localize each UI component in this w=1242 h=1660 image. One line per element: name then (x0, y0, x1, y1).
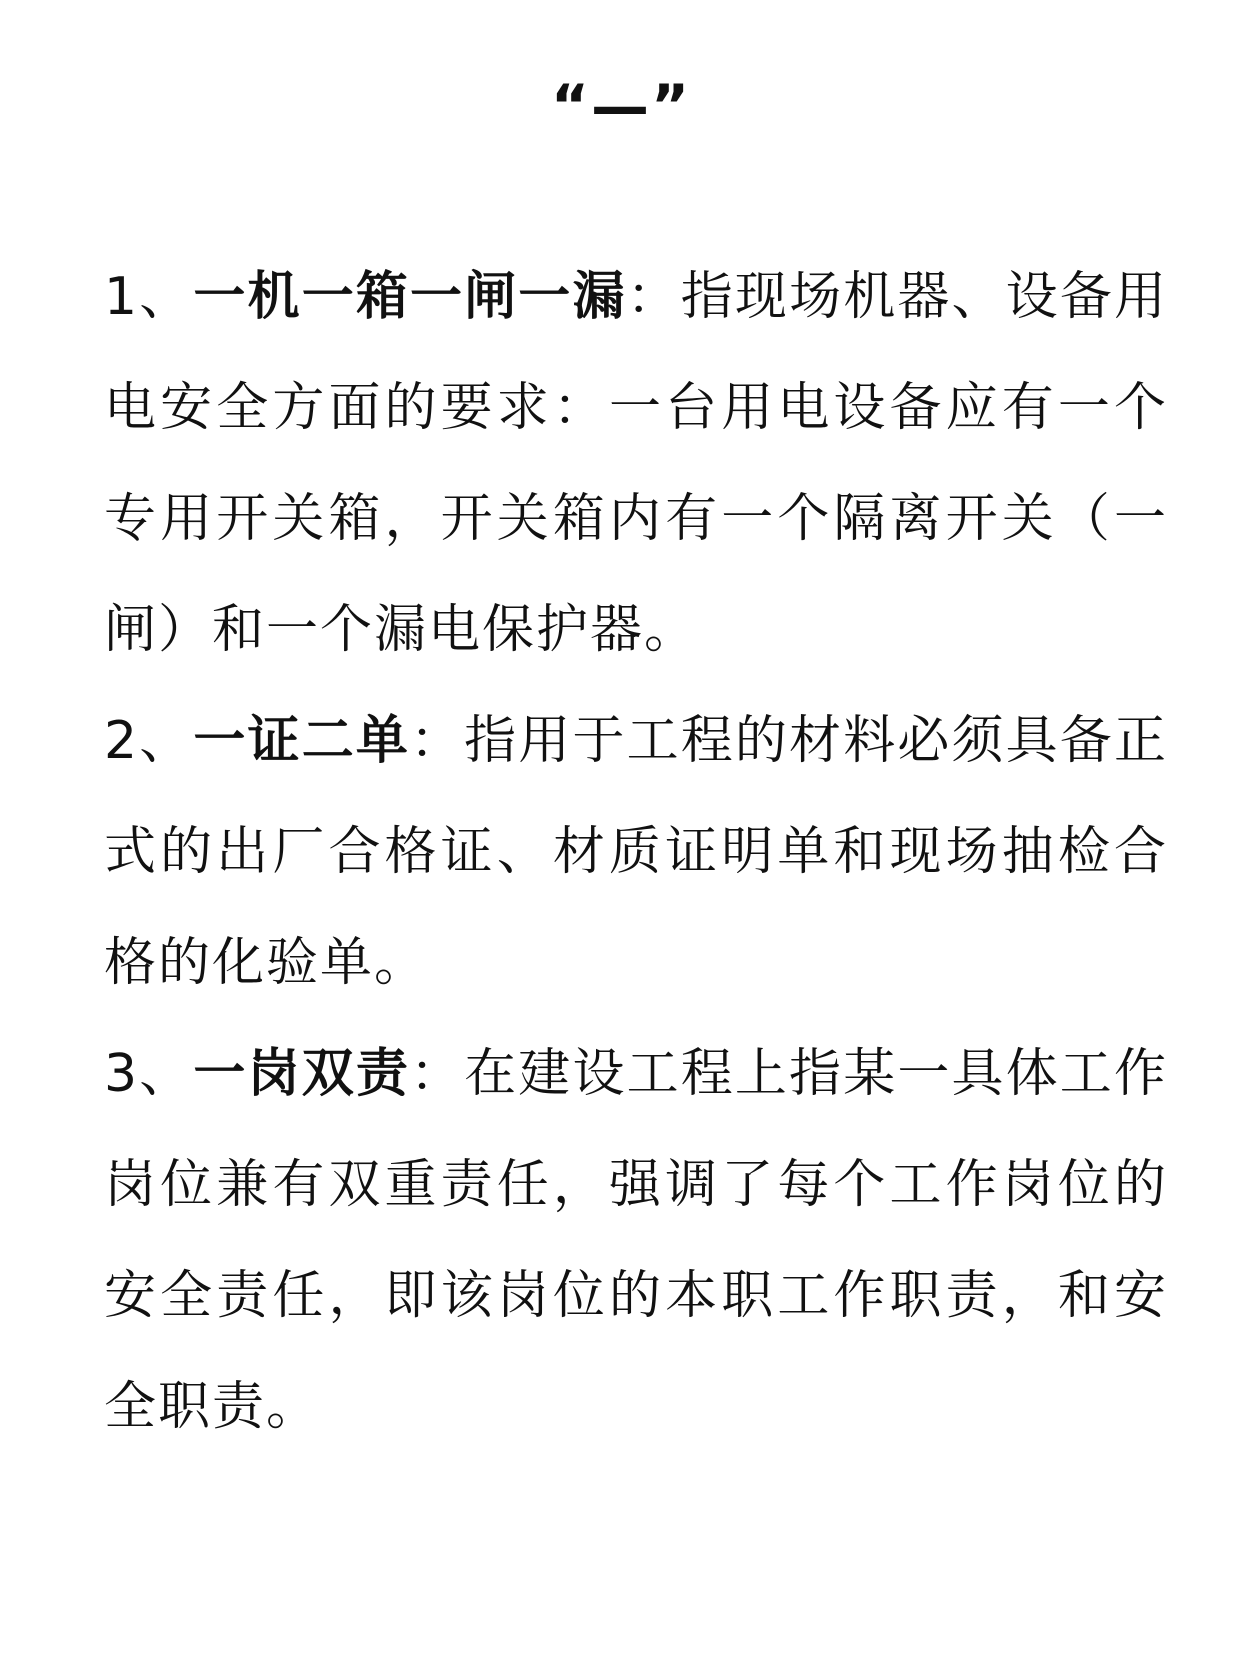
document-body (104, 242, 1168, 1463)
list-item-3 (104, 1019, 1168, 1463)
list-item-2 (104, 686, 1168, 1019)
item-text: 在建设工程上指某一具体工作岗位兼有双重责任，强调了每个工作岗位的安全责任，即该岗位的本职工作职责，和安全职责。 (104, 1044, 1168, 1437)
item-number: 1、 (104, 267, 194, 327)
item-number: 3、 (104, 1044, 194, 1104)
list-item-1 (104, 242, 1168, 686)
item-term: 一证二单 (193, 711, 410, 771)
item-term: 一机一箱一闸一漏 (193, 267, 627, 327)
item-separator: ： (626, 267, 681, 327)
item-text: 指现场机器、设备用电安全方面的要求：一台用电设备应有一个专用开关箱，开关箱内有一个隔离开关（一闸）和一个漏电保护器。 (104, 267, 1168, 660)
document-title: “—” (550, 72, 692, 140)
item-number: 2、 (104, 711, 194, 771)
item-separator: ： (410, 711, 465, 771)
item-text: 指用于工程的材料必须具备正式的出厂合格证、材质证明单和现场抽检合格的化验单。 (104, 711, 1168, 993)
item-term: 一岗双责 (193, 1044, 410, 1104)
item-separator: ： (410, 1044, 465, 1104)
